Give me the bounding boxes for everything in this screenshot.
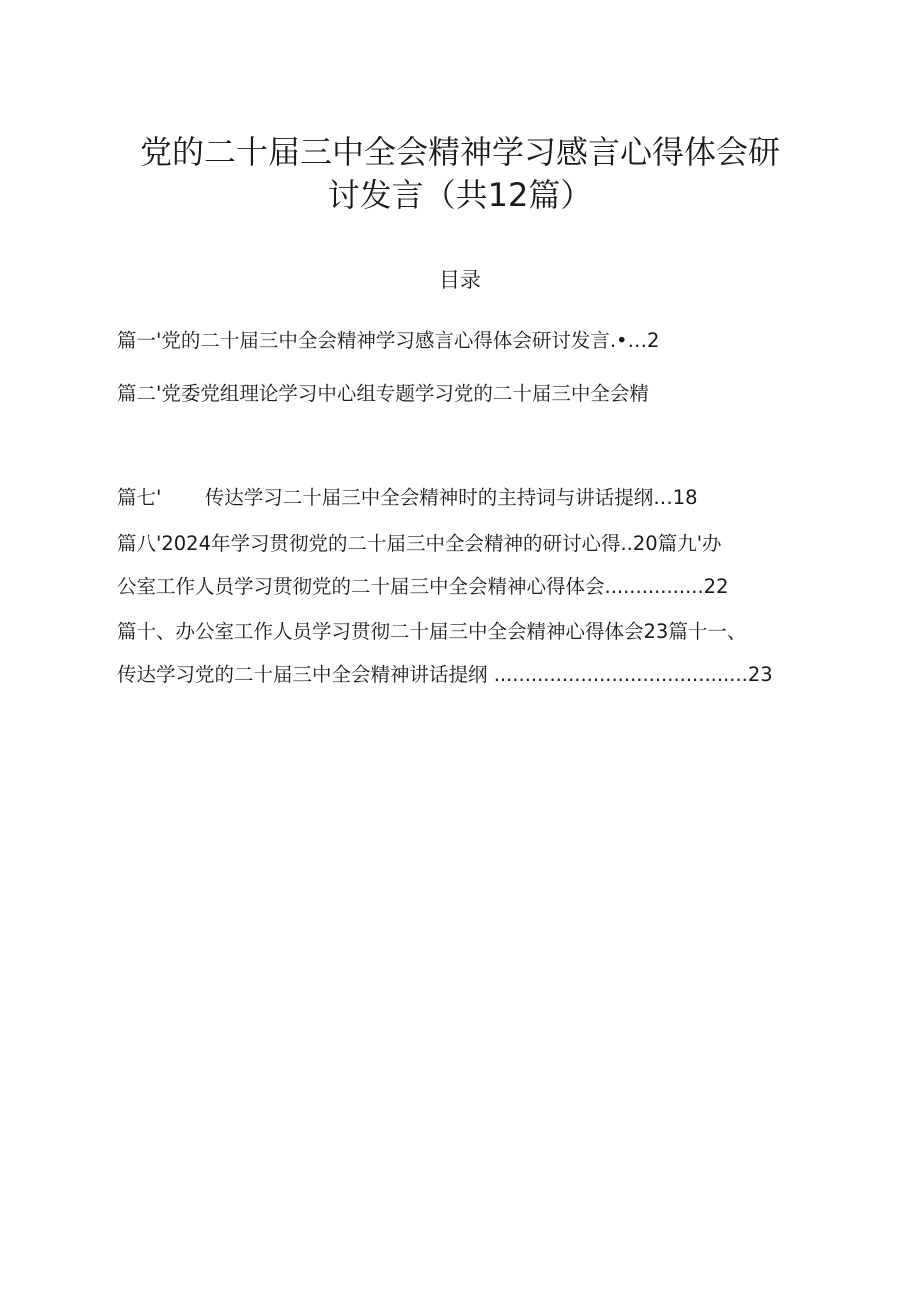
toc-heading: 目录: [439, 268, 481, 292]
toc-entry[interactable]: 篇八'2024年学习贯彻党的二十届三中全会精神的研讨心得..20篇九'办: [117, 532, 722, 555]
document-title-line-2: 讨发言（共12篇）: [327, 176, 593, 214]
toc-entry[interactable]: 公室工作人员学习贯彻党的二十届三中全会精神心得体会................22: [117, 575, 729, 598]
toc-entry[interactable]: 篇二'党委党组理论学习中心组专题学习党的二十届三中全会精: [117, 382, 649, 405]
toc-entry[interactable]: 篇十、办公室工作人员学习贯彻二十届三中全会精神心得体会23篇十一、: [117, 620, 747, 643]
toc-entry[interactable]: 篇七' 传达学习二十届三中全会精神时的主持词与讲话提纲…18: [117, 486, 698, 509]
document-title-line-1: 党的二十届三中全会精神学习感言心得体会研: [139, 133, 780, 171]
toc-entry[interactable]: 篇一'党的二十届三中全会精神学习感言心得体会研讨发言.•…2: [117, 329, 660, 352]
toc-entry[interactable]: 传达学习党的二十届三中全会精神讲话提纲 .........................................23: [117, 663, 773, 686]
